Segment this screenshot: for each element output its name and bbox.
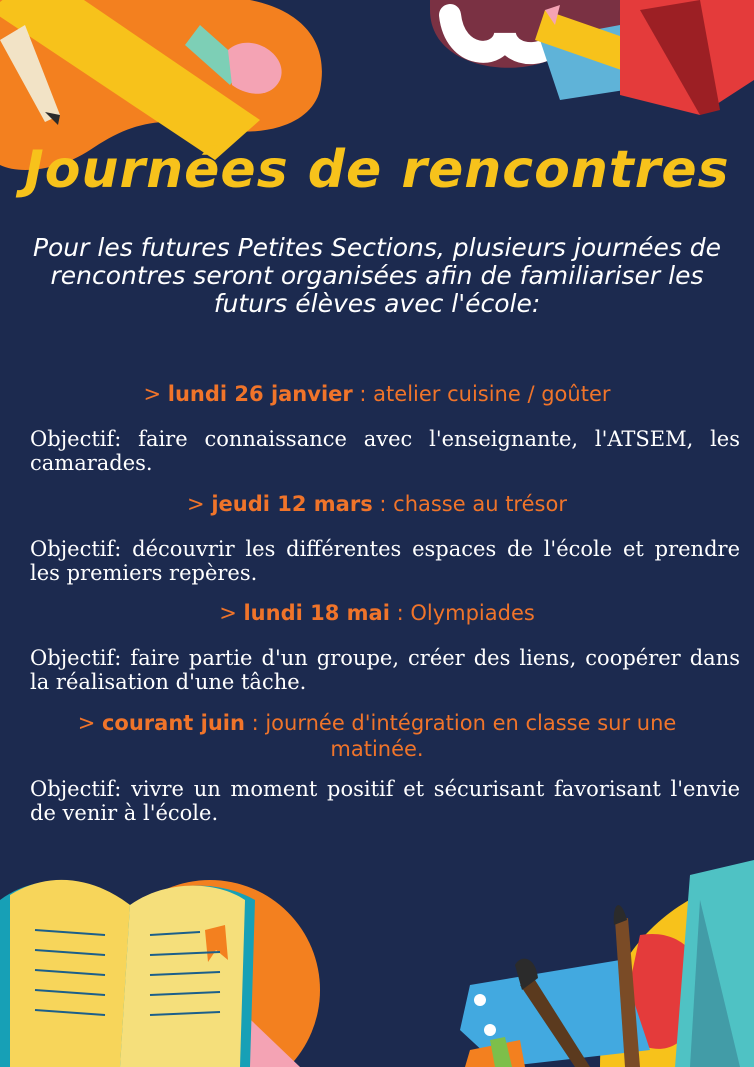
event-heading bbox=[30, 710, 724, 762]
open-book-icon bbox=[0, 880, 320, 1067]
event-prefix: > bbox=[143, 382, 168, 406]
event-activity: : atelier cuisine / goûter bbox=[352, 382, 611, 406]
event-heading bbox=[30, 381, 724, 407]
event-activity: : journée d'intégration en classe sur une matinée. bbox=[244, 711, 677, 761]
page-title: Journées de rencontres bbox=[24, 140, 730, 200]
event-objective: Objectif: vivre un moment positif et sécurisant favorisant l'envie de venir à l'école. bbox=[30, 777, 740, 825]
event-date: lundi 18 mai bbox=[243, 601, 390, 625]
event-date: courant juin bbox=[101, 711, 245, 735]
event-date: jeudi 12 mars bbox=[211, 492, 373, 516]
event-prefix: > bbox=[219, 601, 244, 625]
event-objective: Objectif: faire connaissance avec l'enseignante, l'ATSEM, les camarades. bbox=[30, 427, 740, 475]
event-heading bbox=[30, 491, 724, 517]
event-activity: : chasse au trésor bbox=[372, 492, 567, 516]
stationery-icon bbox=[430, 0, 754, 115]
intro-text: Pour les futures Petites Sections, plusieurs journées de rencontres seront organisées afin de familiariser les futurs élèves avec l'école: bbox=[32, 233, 722, 318]
art-supplies-icon bbox=[460, 860, 754, 1067]
event-objective: Objectif: découvrir les différentes espaces de l'école et prendre les premiers repères. bbox=[30, 537, 740, 585]
event-activity: : Olympiades bbox=[389, 601, 535, 625]
event-heading bbox=[30, 600, 724, 626]
event-objective: Objectif: faire partie d'un groupe, créer des liens, coopérer dans la réalisation d'une tâche. bbox=[30, 646, 740, 694]
event-date: lundi 26 janvier bbox=[167, 382, 353, 406]
event-prefix: > bbox=[187, 492, 212, 516]
event-prefix: > bbox=[77, 711, 102, 735]
